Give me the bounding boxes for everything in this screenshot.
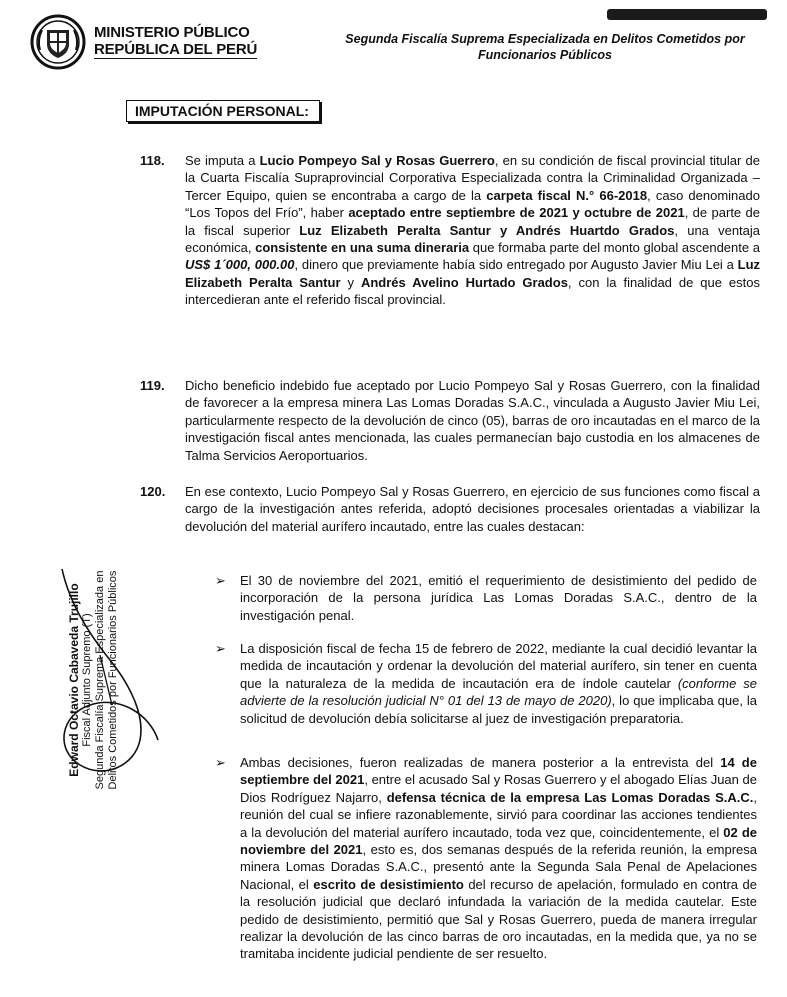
- stamp-title: Fiscal Adjunto Supremo (T): [81, 613, 93, 747]
- arrow-bullet-icon: ➢: [215, 573, 226, 588]
- office-line-1: Segunda Fiscalía Suprema Especializada en Delitos Cometidos por: [345, 32, 745, 46]
- signature-stamp: [68, 570, 120, 790]
- paragraph-text: [185, 483, 760, 535]
- text-segment: 02 de noviembre del 2021: [240, 824, 758, 858]
- stamp-office-2: Delitos Cometidos por Funcionarios Públicos: [107, 570, 119, 790]
- text-segment: (conforme se advierte de la resolución judicial N° 01 del 13 de mayo de 2020): [240, 675, 757, 709]
- text-segment: , lo que implicaba que, la solicitud de devolución debía solicitarse al juez de investigación preparatoria.: [240, 693, 757, 726]
- redaction-bar: [607, 9, 767, 20]
- text-segment: escrito de desistimiento: [313, 876, 464, 892]
- text-segment: , una ventaja económica,: [185, 222, 761, 256]
- bullet-text: [240, 754, 757, 963]
- text-segment: aceptado entre septiembre de 2021 y octubre de 2021: [348, 205, 685, 221]
- ministry-line-1: MINISTERIO PÚBLICO: [94, 24, 250, 41]
- text-segment: , reunión del cual se infiere razonablemente, sirvió para coordinar las acciones tendientes a la devolución del material aurífero incautado, toda vez que, coincidentemente, el: [240, 789, 757, 840]
- text-segment: Luz Elizabeth Peralta Santur y Andrés Huartdo Grados: [299, 222, 675, 238]
- paragraph-text: [185, 152, 760, 309]
- text-segment: que formaba parte del monto global ascendente a: [469, 240, 760, 256]
- text-segment: defensa técnica de la empresa Las Lomas Doradas S.A.C.: [386, 789, 754, 805]
- office-line-2: Funcionarios Públicos: [477, 48, 613, 62]
- text-segment: Ambas decisiones, fueron realizadas de manera posterior a la entrevista del: [240, 755, 721, 770]
- paragraph-text: [185, 377, 760, 464]
- paragraph-120: [140, 483, 760, 535]
- bullet-item: [215, 754, 757, 963]
- text-segment: carpeta fiscal N.° 66-2018: [486, 187, 648, 203]
- section-title: IMPUTACIÓN PERSONAL:: [126, 100, 320, 122]
- text-segment: y: [340, 274, 361, 290]
- text-segment: , entre el acusado Sal y Rosas Guerrero y el abogado Elías Juan de Dios Rodríguez Najarro,: [240, 772, 757, 805]
- paragraph-number: 120.: [140, 484, 166, 499]
- text-segment: En ese contexto, Lucio Pompeyo Sal y Rosas Guerrero, en ejercicio de sus funciones como fiscal a cargo de la investigación antes referida, adoptó decisiones procesales orientadas a viabilizar la devolución del material aurífero incautado, entre las cuales destacan:: [185, 484, 760, 534]
- text-segment: US$ 1´000, 000.00: [185, 257, 295, 273]
- paragraph-118: [140, 152, 760, 309]
- text-segment: La disposición fiscal de fecha 15 de febrero de 2022, mediante la cual decidió levantar la medida de incautación y ordenar la devolución del material aurífero, sin tener en cuenta que la naturaleza de la medida de incautación era de índole cautelar: [240, 641, 757, 691]
- text-segment: Dicho beneficio indebido fue aceptado por Lucio Pompeyo Sal y Rosas Guerrero, con la finalidad de favorecer a la empresa minera Las Lomas Doradas S.A.C., vinculada a Augusto Javier Miu Lei, particularmente respecto de la devolución de cinco (05), barras de oro incautadas en el marco de la investigación fiscal antes mencionada, las cuales permanecían bajo custodia en los almacenes de Talma Servicios Aeroportuarios.: [185, 378, 760, 463]
- office-name: [330, 31, 760, 63]
- stamp-name: Edward Octavio Cabaveda Trujillo: [67, 583, 81, 777]
- bullet-text: [240, 640, 757, 727]
- arrow-bullet-icon: ➢: [215, 641, 226, 656]
- text-segment: , esto es, dos semanas después de la referida reunión, la empresa minera Lomas Doradas S.A.C., presentó ante la Segunda Sala Penal de Apelaciones Nacional, el: [240, 842, 757, 892]
- paragraph-119: [140, 377, 760, 464]
- text-segment: Se imputa a: [185, 153, 260, 168]
- paragraph-number: 118.: [140, 153, 165, 168]
- ministry-line-2: REPÚBLICA DEL PERÚ: [94, 41, 258, 58]
- text-segment: Luz Elizabeth Peralta Santur: [185, 257, 761, 290]
- text-segment: , caso denominado “Los Topos del Frío”, haber: [185, 187, 760, 221]
- text-segment: consistente en una suma dineraria: [255, 240, 470, 256]
- text-segment: , con la finalidad de que estos intercedieran ante el referido fiscal provincial.: [185, 274, 760, 308]
- text-segment: Lucio Pompeyo Sal y Rosas Guerrero: [259, 153, 495, 168]
- text-segment: El 30 de noviembre del 2021, emitió el requerimiento de desistimiento del pedido de incorporación de la persona jurídica Las Lomas Doradas S.A.C., dentro de la investigación penal.: [240, 573, 757, 623]
- text-segment: 14 de septiembre del 2021: [240, 755, 757, 788]
- bullet-item: [215, 572, 757, 624]
- bullet-item: [215, 640, 757, 727]
- text-segment: , dinero que previamente había sido entregado por Augusto Javier Miu Lei a: [294, 257, 738, 273]
- arrow-bullet-icon: ➢: [215, 755, 226, 770]
- coat-of-arms-seal-icon: [30, 14, 86, 70]
- paragraph-number: 119.: [140, 378, 165, 393]
- text-segment: , de parte de la fiscal superior: [185, 205, 760, 238]
- bullet-text: [240, 572, 757, 624]
- text-segment: , en su condición de fiscal provincial titular de la Cuarta Fiscalía Supraprovincial Corporativa Especializada contra la Criminalidad Organizada – Tercer Equipo, quien se encontraba a cargo de la: [185, 153, 760, 203]
- stamp-office-1: Segunda Fiscalía Suprema Especializada en: [94, 570, 106, 790]
- text-segment: del recurso de apelación, formulado en contra de la resolución judicial que declaró infundada la variación de la medida cautelar. Este pedido de desistimiento, permitió que Sal y Rosas Guerrero, pueda de manera irregular realizar la devolución de las cinco barras de oro incautadas, en la medida que, ya no se tramitaba incidente judicial pendiente de ser resuelto.: [240, 876, 757, 962]
- text-segment: Andrés Avelino Hurtado Grados: [360, 274, 568, 290]
- ministry-name: [94, 24, 257, 59]
